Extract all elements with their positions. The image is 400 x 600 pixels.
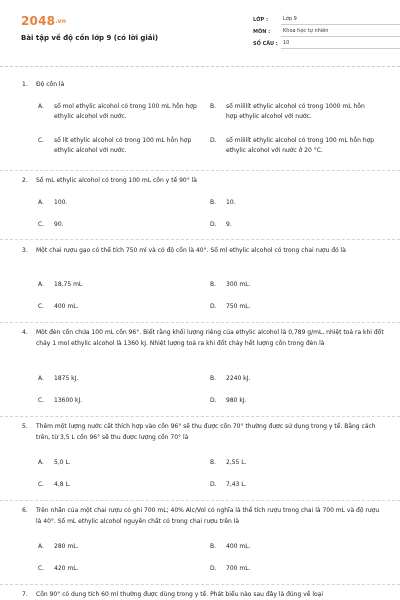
question-number: 7. [22, 591, 28, 598]
option-text: 90. [54, 221, 64, 228]
meta-value: 10 [281, 39, 400, 49]
logo-suffix: .vn [55, 18, 67, 25]
option-text: 5,0 L. [54, 459, 71, 466]
option-text: 13600 kJ. [54, 397, 83, 404]
option-text: 400 mL. [226, 543, 251, 550]
question-divider [0, 500, 400, 501]
option-key: A. [38, 199, 44, 206]
question-3 [22, 246, 382, 316]
option-key: B. [210, 281, 217, 288]
site-logo[interactable] [21, 14, 66, 28]
option-text: 2240 kJ. [226, 375, 251, 382]
option-text: số lít ethylic alcohol có trong 100 mL hỗn hợp ethylic alcohol với nước. [54, 137, 192, 154]
option-text: 7,43 L. [226, 481, 247, 488]
option-key: A. [38, 459, 44, 466]
option-text: 280 mL. [54, 543, 79, 550]
question-number: 6. [22, 507, 28, 514]
question-divider [0, 170, 400, 171]
option-key: A. [38, 103, 44, 110]
question-number: 5. [22, 423, 28, 430]
logo-text: 2048 [21, 14, 56, 28]
meta-row-class [253, 14, 400, 26]
option-text: 750 mL. [226, 303, 251, 310]
question-divider [0, 239, 400, 240]
question-2 [22, 176, 382, 236]
meta-value: Lớp 9 [281, 15, 400, 25]
question-4 [22, 328, 382, 412]
option-key: B. [210, 543, 217, 550]
option-key: D. [210, 565, 217, 572]
question-number: 1. [22, 81, 28, 88]
document-meta [253, 14, 400, 50]
option-key: C. [38, 303, 45, 310]
question-1 [22, 80, 382, 166]
meta-value: Khoa học tự nhiên [281, 27, 400, 37]
option-text: 2,55 L. [226, 459, 247, 466]
option-text: 300 mL. [226, 281, 251, 288]
header-divider [0, 66, 400, 67]
option-key: B. [210, 459, 217, 466]
option-text: 1875 kJ. [54, 375, 79, 382]
option-text: 100. [54, 199, 68, 206]
question-text: Số mL ethylic alcohol có trong 100 mL cồn y tế 90° là [36, 177, 197, 184]
option-key: D. [210, 303, 217, 310]
option-text: 700 mL. [226, 565, 251, 572]
document-title: Bài tập về độ cồn lớp 9 (có lời giải) [21, 34, 159, 42]
question-text: Cồn 90° có dung tích 60 ml thường được dùng trong y tế. Phát biểu nào sau đây là đúng về loại [36, 591, 324, 598]
question-6 [22, 506, 382, 578]
option-key: C. [38, 565, 45, 572]
option-text: 420 mL. [54, 565, 79, 572]
option-text: 4,8 L. [54, 481, 71, 488]
question-divider [0, 416, 400, 417]
option-key: C. [38, 221, 45, 228]
meta-row-count [253, 38, 400, 50]
option-text: số mililít ethylic alcohol có trong 100 mL hỗn hợp ethylic alcohol với nước ở 20 °C. [226, 137, 375, 154]
option-key: C. [38, 481, 45, 488]
option-key: B. [210, 375, 217, 382]
question-number: 3. [22, 247, 28, 254]
option-text: 980 kJ. [226, 397, 247, 404]
option-key: D. [210, 397, 217, 404]
question-text: Một chai rượu gạo có thể tích 750 ml và có độ cồn là 40°. Số ml ethylic alcohol có trong chai rượu đó là [36, 247, 346, 254]
option-key: A. [38, 281, 44, 288]
option-text: 18,75 mL [54, 281, 83, 288]
question-text: Thêm một lượng nước cất thích hợp vào cồn 96° sẽ thu được cồn 70° thường được sử dụng trong y tế. Bằng cách trên, từ 3,5 L cồn 96° sẽ thu được lượng cồn 70° là [36, 423, 376, 441]
option-key: A. [38, 375, 44, 382]
option-key: D. [210, 481, 217, 488]
question-divider [0, 322, 400, 323]
option-key: D. [210, 137, 217, 144]
document-header [21, 14, 381, 60]
question-text: Một đèn cồn chứa 100 mL cồn 96°. Biết rằng khối lượng riêng của ethylic alcohol là 0,789 g/mL, nhiệt toả ra khi đốt cháy 1 mol ethylic alcohol là 1360 kJ. Nhiệt lượng toả ra khi đốt cháy hết lượng cồn trong đèn là [36, 329, 384, 347]
question-7 [22, 590, 382, 600]
option-key: D. [210, 221, 217, 228]
option-key: A. [38, 543, 44, 550]
meta-label: LỚP : [253, 17, 268, 23]
option-key: B. [210, 199, 217, 206]
meta-label: MÔN : [253, 29, 271, 35]
option-key: C. [38, 137, 45, 144]
meta-label: SỐ CÂU : [253, 41, 278, 47]
option-key: B. [210, 103, 217, 110]
option-text: số mol ethylic alcohol có trong 100 mL hỗn hợp ethylic alcohol với nước. [54, 103, 197, 120]
question-number: 4. [22, 329, 28, 336]
question-number: 2. [22, 177, 28, 184]
question-text: Trên nhãn của một chai rượu có ghi 700 mL; 40% Alc/Vol có nghĩa là thể tích rượu trong chai là 700 mL và độ rượu là 40°. Số mL ethylic alcohol nguyên chất có trong chai rượu trên là [36, 507, 380, 525]
option-text: 400 mL. [54, 303, 79, 310]
option-text: số mililít ethylic alcohol có trong 1000 mL hỗn hợp ethylic alcohol với nước. [226, 103, 365, 120]
meta-row-subject [253, 26, 400, 38]
question-text: Độ cồn là [36, 81, 65, 88]
option-text: 9. [226, 221, 232, 228]
option-text: 10. [226, 199, 236, 206]
question-divider [0, 584, 400, 585]
question-5 [22, 422, 382, 494]
option-key: C. [38, 397, 45, 404]
